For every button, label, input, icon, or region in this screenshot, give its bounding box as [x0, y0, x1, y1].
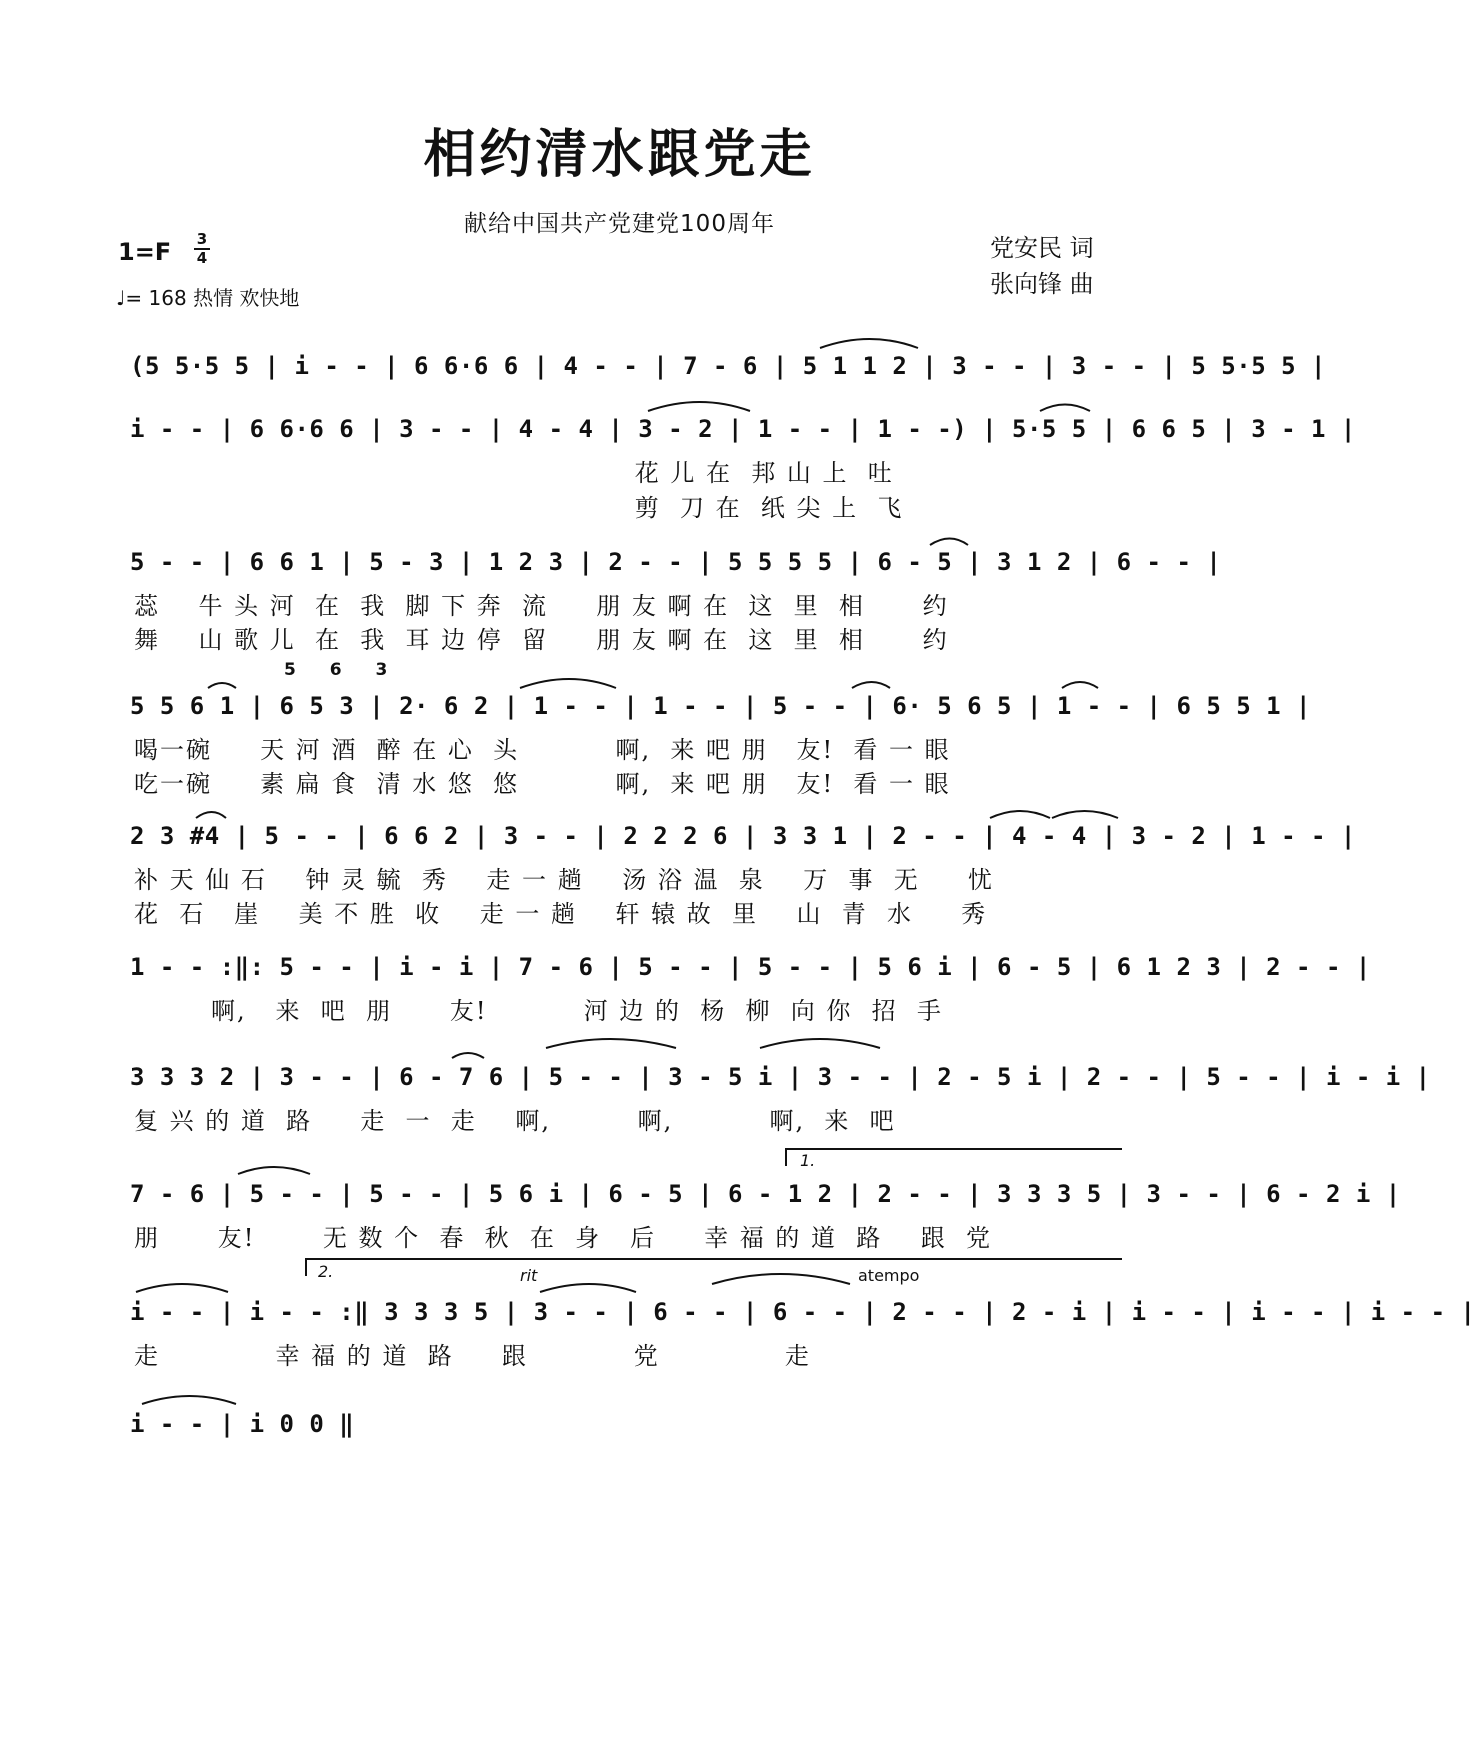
- lyricist: 党安民 词: [990, 234, 1094, 262]
- credits: [990, 230, 1094, 302]
- tempo-marking: ♩= 168 热情 欢快地: [116, 286, 300, 310]
- key-signature: 1=F: [118, 238, 172, 266]
- volta-1-label: 1.: [800, 1151, 816, 1170]
- lyric-line-5a: 补 天 仙 石 钟 灵 毓 秀 走 一 趟 汤 浴 温 泉 万 事 无 忧: [134, 866, 994, 894]
- notation-line-4: 5 5 6 1 | 6 5 3 | 2· 6 2 | 1 - - | 1 - - | 5 - - | 6· 5 6 5 | 1 - - | 6 5 5 1 |: [130, 692, 1311, 720]
- time-signature: [194, 232, 210, 266]
- lyric-line-6a: 啊, 来 吧 朋 友! 河 边 的 杨 柳 向 你 招 手: [134, 997, 943, 1025]
- notation-line-3: 5 - - | 6 6 1 | 5 - 3 | 1 2 3 | 2 - - | 5 5 5 5 | 6 - 5 | 3 1 2 | 6 - - |: [130, 548, 1222, 576]
- atempo-marking: atempo: [858, 1266, 920, 1285]
- meter-bottom: 4: [196, 249, 208, 267]
- subtitle: 献给中国共产党建党100周年: [464, 211, 775, 237]
- notation-line-2: i - - | 6 6·6 6 | 3 - - | 4 - 4 | 3 - 2 | 1 - - | 1 - -) | 5·5 5 | 6 6 5 | 3 - 1 |: [130, 415, 1356, 443]
- page-title: 相约清水跟党走: [423, 125, 816, 185]
- volta-1-bracket: [785, 1148, 1122, 1166]
- rit-marking: rit: [520, 1266, 538, 1285]
- lyric-line-7a: 复 兴 的 道 路 走 一 走 啊, 啊, 啊, 来 吧: [134, 1107, 896, 1135]
- lyric-line-3b: 舞 山 歌 儿 在 我 耳 边 停 留 朋 友 啊 在 这 里 相 约: [134, 626, 949, 654]
- notation-line-6: 1 - - :‖: 5 - - | i - i | 7 - 6 | 5 - - | 5 - - | 5 6 i | 6 - 5 | 6 1 2 3 | 2 - - |: [130, 953, 1371, 981]
- lyric-line-8a: 朋 友! 无 数 个 春 秋 在 身 后 幸 福 的 道 路 跟 党: [134, 1224, 993, 1252]
- lyric-line-3a: 蕊 牛 头 河 在 我 脚 下 奔 流 朋 友 啊 在 这 里 相 约: [134, 592, 949, 620]
- lyric-line-2a: 花 儿 在 邦 山 上 吐: [134, 459, 894, 487]
- lyric-line-4b: 吃一碗 素 扁 食 清 水 悠 悠 啊, 来 吧 朋 友! 看 一 眼: [134, 770, 951, 798]
- chord-annotation: 5 6 3: [284, 660, 402, 680]
- lyric-line-4a: 喝一碗 天 河 酒 醉 在 心 头 啊, 来 吧 朋 友! 看 一 眼: [134, 736, 951, 764]
- volta-2-bracket: [305, 1258, 1122, 1276]
- lyric-line-9a: 走 幸 福 的 道 路 跟 党 走: [134, 1342, 811, 1370]
- lyric-line-2b: 剪 刀 在 纸 尖 上 飞: [134, 494, 904, 522]
- notation-line-1: (5 5·5 5 | i - - | 6 6·6 6 | 4 - - | 7 - 6 | 5 1 1 2 | 3 - - | 3 - - | 5 5·5 5 |: [130, 352, 1326, 380]
- notation-line-5: 2 3 #4 | 5 - - | 6 6 2 | 3 - - | 2 2 2 6 | 3 3 1 | 2 - - | 4 - 4 | 3 - 2 | 1 - - |: [130, 822, 1356, 850]
- lyric-line-5b: 花 石 崖 美 不 胜 收 走 一 趟 轩 辕 故 里 山 青 水 秀: [134, 900, 988, 928]
- notation-line-7: 3 3 3 2 | 3 - - | 6 - 7 6 | 5 - - | 3 - 5 i | 3 - - | 2 - 5 i | 2 - - | 5 - - | i - i |: [130, 1063, 1431, 1091]
- composer: 张向锋 曲: [990, 270, 1094, 298]
- meter-top: 3: [196, 230, 208, 248]
- notation-line-9: i - - | i - - :‖ 3 3 3 5 | 3 - - | 6 - - | 6 - - | 2 - - | 2 - i | i - - | i - - | i - - |: [130, 1298, 1475, 1326]
- notation-line-8: 7 - 6 | 5 - - | 5 - - | 5 6 i | 6 - 5 | 6 - 1 2 | 2 - - | 3 3 3 5 | 3 - - | 6 - 2 i |: [130, 1180, 1401, 1208]
- notation-line-10: i - - | i 0 0 ‖: [130, 1410, 355, 1438]
- volta-2-label: 2.: [318, 1262, 334, 1281]
